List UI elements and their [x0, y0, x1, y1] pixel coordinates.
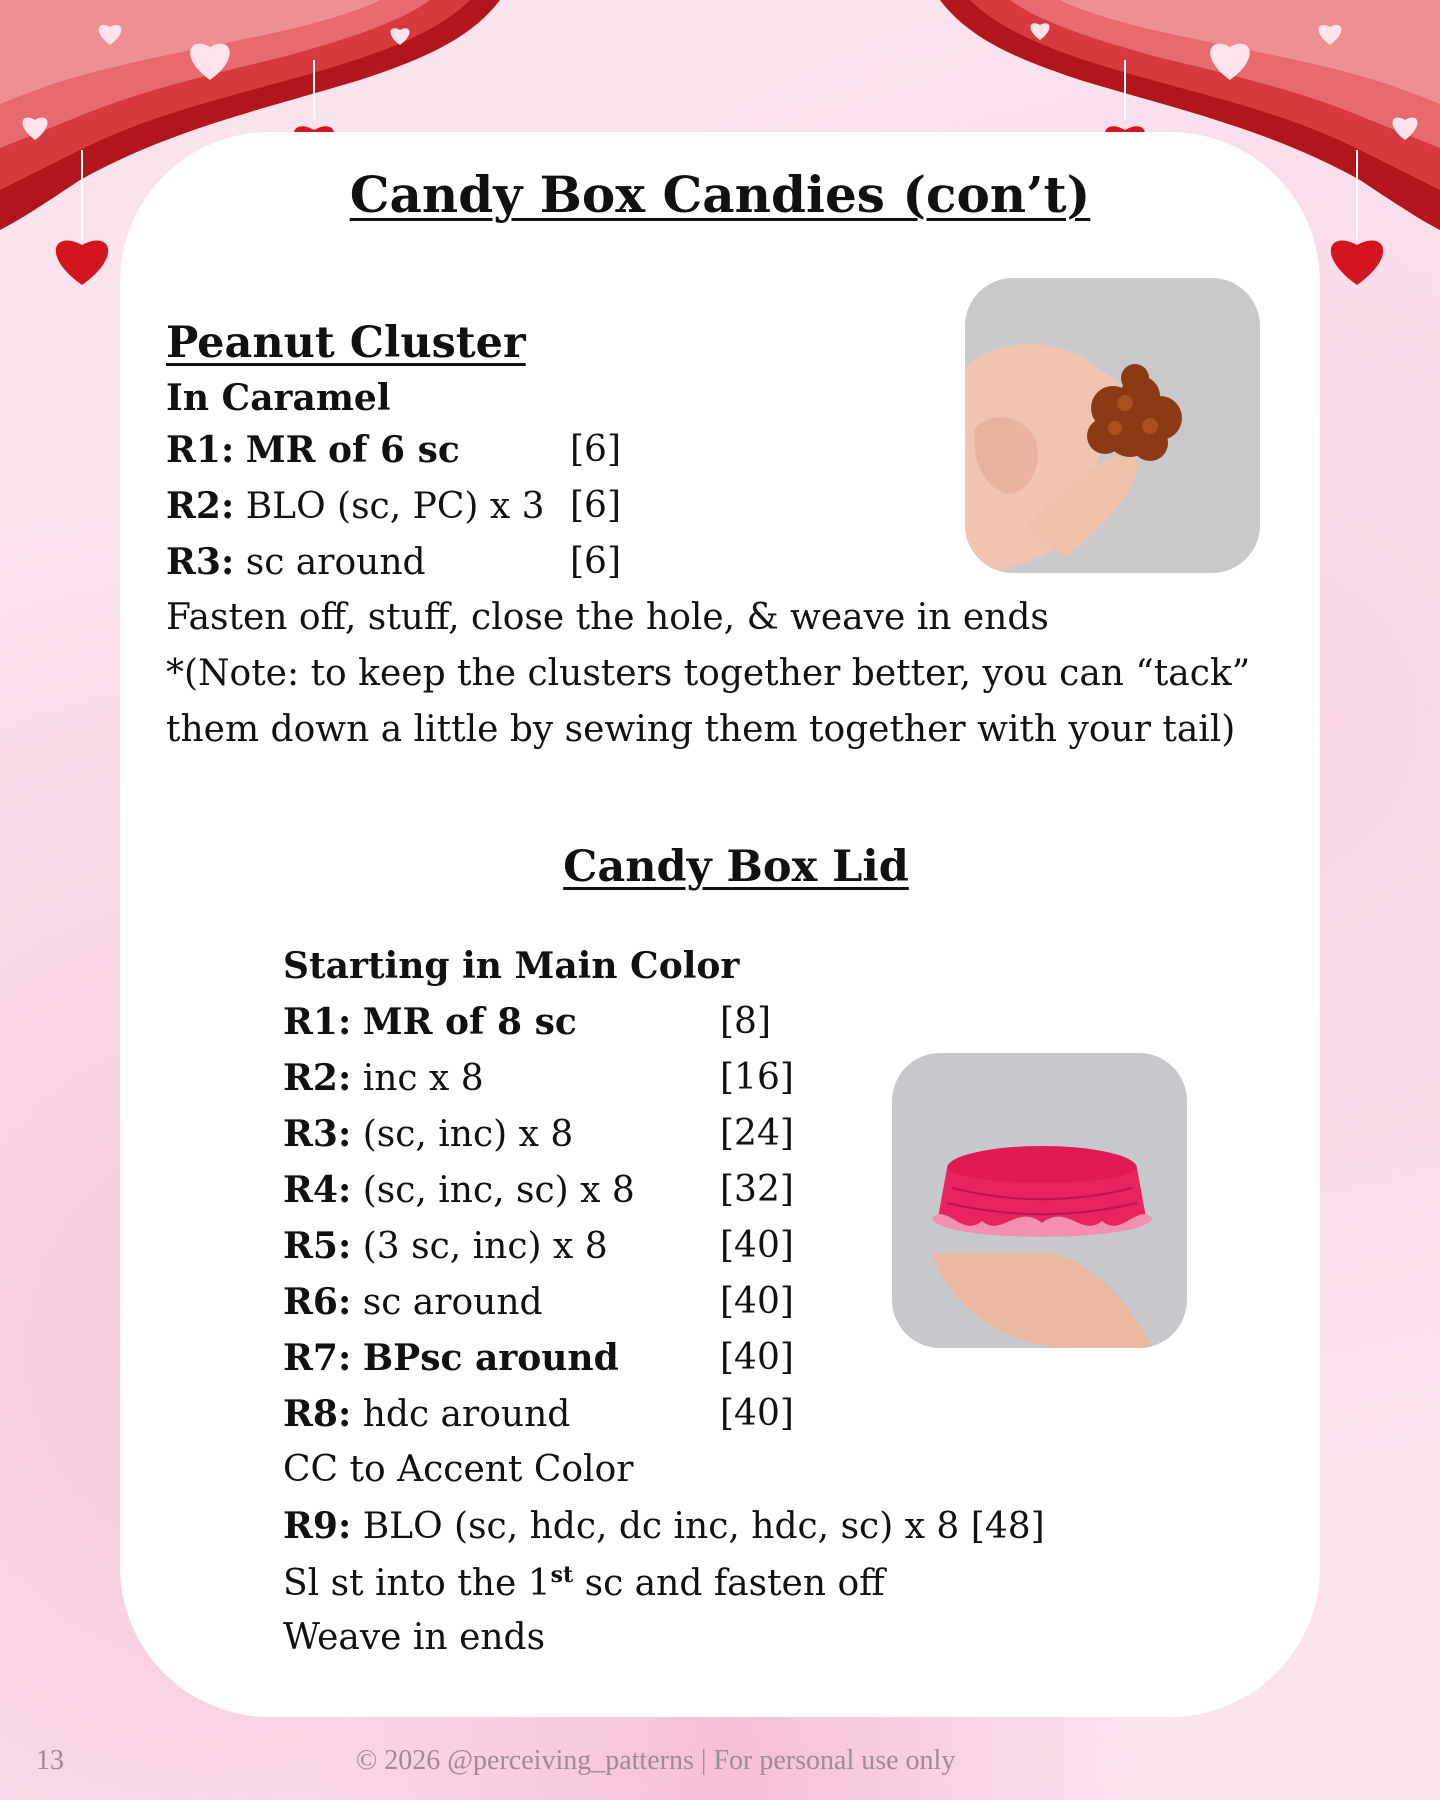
round-text: BLO (sc, PC) x 3 [245, 486, 545, 527]
round-label: R5: [283, 1225, 352, 1267]
lid-round-1 [283, 1001, 577, 1043]
lid-round-4 [283, 1169, 635, 1211]
round-label: R9: [283, 1505, 352, 1547]
round-label: R6: [283, 1281, 352, 1323]
round-label: R8: [283, 1393, 352, 1435]
peanut-cluster-heading: Peanut Cluster [166, 318, 526, 368]
round-text: (sc, inc) x 8 [362, 1114, 574, 1155]
copyright-notice: © 2026 @perceiving_patterns | For personal use only [356, 1745, 956, 1776]
lid-round-9 [283, 1505, 1045, 1547]
slst-post: sc and fasten off [573, 1563, 885, 1604]
lid-round-8 [283, 1393, 571, 1435]
stitch-count: [32] [720, 1169, 794, 1210]
round-text: sc around [362, 1282, 543, 1323]
lid-round-2 [283, 1057, 484, 1099]
peanut-round-3 [166, 541, 426, 583]
stitch-count: [6] [570, 485, 621, 526]
round-text: MR of 8 sc [362, 1001, 577, 1043]
round-label: R4: [283, 1169, 352, 1211]
round-text: BLO (sc, hdc, dc inc, hdc, sc) x 8 [48] [362, 1506, 1045, 1547]
stitch-count: [6] [570, 429, 621, 470]
start-note: Starting in Main Color [283, 945, 740, 987]
slst-pre: Sl st into the 1 [283, 1563, 551, 1604]
round-text: inc x 8 [362, 1058, 484, 1099]
page-number: 13 [36, 1745, 64, 1776]
caramel-cluster-photo [965, 278, 1260, 573]
round-label: R7: [283, 1337, 352, 1379]
lid-round-7 [283, 1337, 619, 1379]
stitch-count: [40] [720, 1393, 794, 1434]
lid-round-5 [283, 1225, 608, 1267]
round-text: hdc around [362, 1394, 571, 1435]
round-text: (sc, inc, sc) x 8 [362, 1170, 635, 1211]
finish-instruction: Fasten off, stuff, close the hole, & weave in ends [166, 597, 1049, 638]
peanut-round-1 [166, 429, 460, 471]
color-note: In Caramel [166, 377, 391, 419]
slip-stitch-instruction [283, 1564, 885, 1602]
round-label: R2: [166, 485, 235, 527]
lid-round-6 [283, 1281, 543, 1323]
round-label: R3: [283, 1113, 352, 1155]
stitch-count: [16] [720, 1057, 794, 1098]
peanut-round-2 [166, 485, 545, 527]
color-change: CC to Accent Color [283, 1449, 634, 1490]
round-label: R1: [166, 429, 235, 471]
stitch-count: [40] [720, 1281, 794, 1322]
stitch-count: [6] [570, 541, 621, 582]
round-text: BPsc around [362, 1337, 619, 1379]
stitch-count: [8] [720, 1001, 771, 1042]
round-text: sc around [245, 542, 426, 583]
round-label: R2: [283, 1057, 352, 1099]
round-label: R1: [283, 1001, 352, 1043]
stitch-count: [40] [720, 1225, 794, 1266]
stitch-count: [40] [720, 1337, 794, 1378]
stitch-count: [24] [720, 1113, 794, 1154]
page-title: Candy Box Candies (con’t) [349, 165, 1091, 224]
candy-box-lid-heading: Candy Box Lid [563, 842, 909, 892]
note-line-2: them down a little by sewing them together with your tail) [166, 709, 1236, 750]
weave-in-ends: Weave in ends [283, 1617, 546, 1658]
note-line-1: *(Note: to keep the clusters together better, you can “tack” [166, 653, 1251, 694]
candy-lid-photo [892, 1053, 1187, 1348]
round-label: R3: [166, 541, 235, 583]
lid-round-3 [283, 1113, 574, 1155]
round-text: (3 sc, inc) x 8 [362, 1226, 608, 1267]
ordinal-superscript: st [550, 1562, 574, 1588]
round-text: MR of 6 sc [245, 429, 460, 471]
